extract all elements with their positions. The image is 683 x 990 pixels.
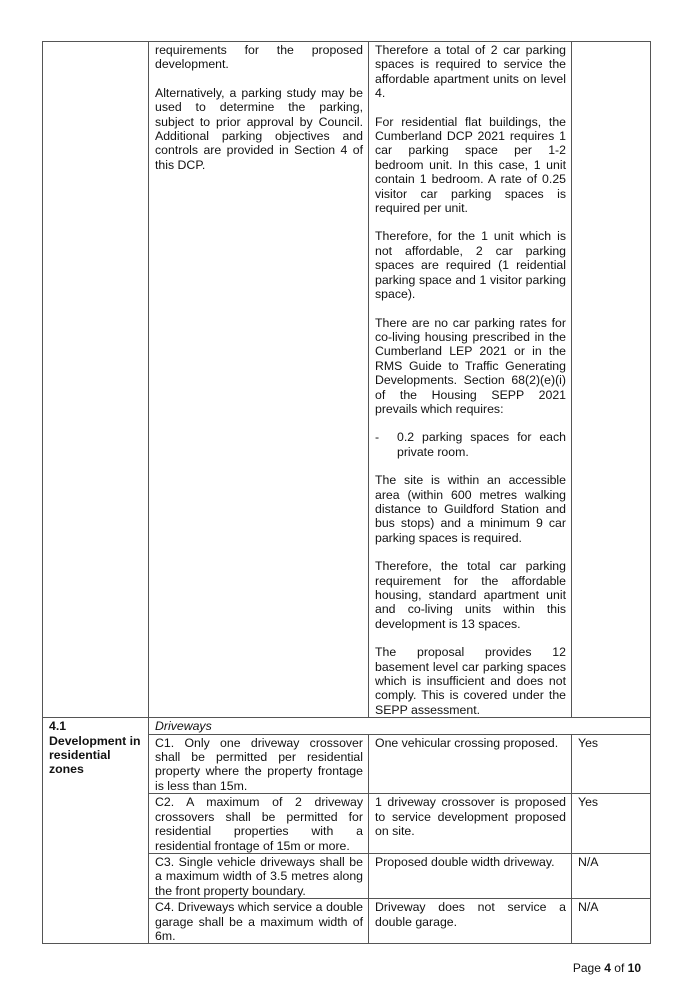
page-footer: [573, 961, 641, 975]
assessment-cell: [369, 734, 572, 794]
assessment-text: Driveway does not service a double garage.: [375, 900, 566, 929]
control-text: C3. Single vehicle driveways shall be a maximum width of 3.5 metres along the front property boundary.: [155, 854, 363, 898]
dash-marker: -: [375, 430, 380, 445]
control-text: C1. Only one driveway crossover shall be permitted per residential property where the property frontage is less than 15m.: [155, 735, 363, 793]
control-cell: [149, 794, 369, 854]
section-title: Development in residential zones: [49, 733, 141, 777]
assessment-table: [42, 41, 651, 944]
control-paragraph: requirements for the proposed development.: [155, 43, 363, 72]
control-paragraph: Alternatively, a parking study may be used to determine the parking, subject to prior approval by Council. Additional parking objectives and controls are provided in Section 4 of this DCP.: [155, 85, 363, 172]
control-cell: [149, 734, 369, 794]
complies-cell: N/A: [572, 853, 651, 898]
assessment-cell: [369, 794, 572, 854]
assessment-paragraph: For residential flat buildings, the Cumberland DCP 2021 requires 1 car parking space per 1-2 bedroom unit. In this case, 1 unit contain 1 bedroom. A rate of 0.25 visitor car parking spaces is required per unit.: [375, 114, 566, 216]
control-text: C2. A maximum of 2 driveway crossovers shall be permitted for residential properties with a residential frontage of 15m or more.: [155, 795, 363, 853]
assessment-paragraph: Therefore, the total car parking requirement for the affordable housing, standard apartment unit and co-living units within this development is 13 spaces.: [375, 559, 566, 631]
assessment-text: One vehicular crossing proposed.: [375, 735, 559, 750]
assessment-paragraph: Therefore a total of 2 car parking spaces is required to service the affordable apartment units on level 4.: [375, 43, 566, 101]
control-cell: [149, 42, 369, 718]
complies-cell: N/A: [572, 899, 651, 944]
page-current: 4: [604, 961, 611, 975]
section-number: 4.1: [49, 719, 67, 734]
page-label: Page: [572, 961, 601, 975]
complies-cell: [572, 42, 651, 718]
assessment-paragraph: There are no car parking rates for co-living housing prescribed in the Cumberland LEP 2021 or in the RMS Guide to Traffic Generating Developments. Section 68(2)(e)(i) of the Housing SEPP 2021 prevails which requires:: [375, 315, 566, 416]
control-cell: [149, 899, 369, 944]
subheading: Driveways: [149, 718, 651, 734]
assessment-cell: [369, 899, 572, 944]
section-cell: [43, 718, 149, 944]
dash-text: 0.2 parking spaces for each private room.: [397, 430, 566, 459]
assessment-text: 1 driveway crossover is proposed to service development proposed on site.: [375, 795, 566, 839]
assessment-cell: [369, 853, 572, 898]
table-row: [43, 42, 651, 718]
table-row: [43, 718, 651, 734]
control-cell: [149, 853, 369, 898]
section-cell: [43, 42, 149, 718]
assessment-paragraph: The site is within an accessible area (within 600 metres walking distance to Guildford Station and bus stops) and a minimum 9 car parking spaces is required.: [375, 473, 566, 545]
assessment-paragraph: The proposal provides 12 basement level car parking spaces which is insufficient and does not comply. This is covered under the SEPP assessment.: [375, 645, 566, 717]
control-text: C4. Driveways which service a double garage shall be a maximum width of 6m.: [155, 900, 363, 943]
complies-cell: Yes: [572, 734, 651, 794]
assessment-cell: [369, 42, 572, 718]
complies-cell: Yes: [572, 794, 651, 854]
assessment-paragraph: Therefore, for the 1 unit which is not affordable, 2 car parking spaces are required (1 reidential parking space and 1 visitor parking space).: [375, 229, 566, 302]
dash-list-item: [375, 430, 566, 459]
assessment-text: Proposed double width driveway.: [375, 854, 555, 869]
page-of: of: [614, 961, 625, 975]
page-total: 10: [627, 961, 641, 975]
